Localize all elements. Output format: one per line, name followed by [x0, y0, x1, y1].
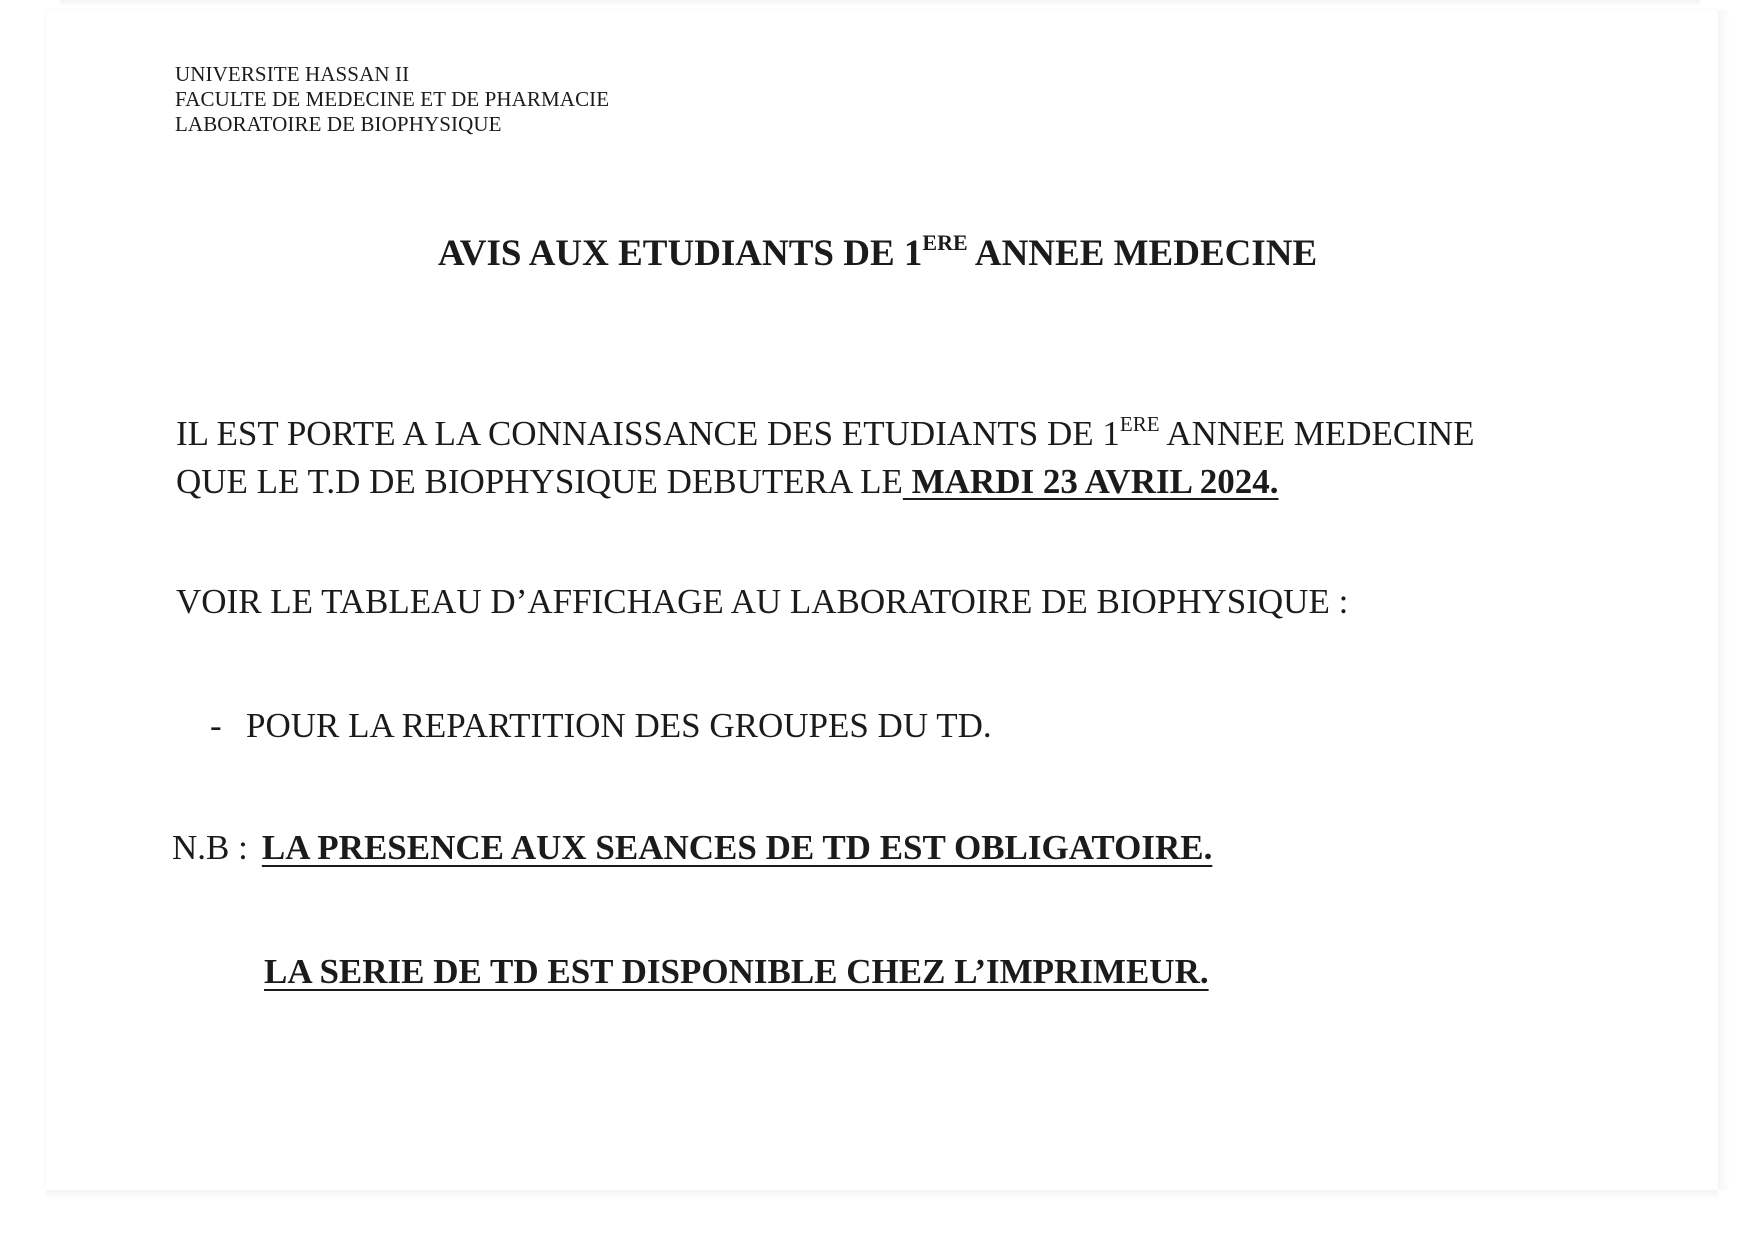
announcement-line-2: [176, 460, 1279, 504]
announcement-line-1-end: ANNEE MEDECINE: [1159, 414, 1475, 453]
start-date: MARDI 23 AVRIL 2024.: [902, 462, 1279, 501]
attendance-note: LA PRESENCE AUX SEANCES DE TD EST OBLIGATOIRE.: [261, 828, 1213, 867]
list-item: [210, 704, 992, 748]
announcement-ordinal-superscript: ERE: [1119, 412, 1160, 436]
title-text-end: ANNEE MEDECINE: [967, 233, 1318, 274]
announcement-line-2-start: QUE LE T.D DE BIOPHYSIQUE DEBUTERA LE: [176, 462, 903, 501]
nb-label: N.B :: [172, 828, 248, 867]
page-top-edge: [60, 0, 1700, 6]
nb-note: [172, 826, 1212, 870]
announcement-line-1-start: IL EST PORTE A LA CONNAISSANCE DES ETUDIANTS DE 1: [176, 414, 1120, 453]
page-right-edge: [1718, 10, 1730, 1190]
notice-title: [0, 230, 1755, 278]
series-note-line: [264, 950, 1209, 994]
letterhead: [175, 62, 609, 137]
university-name: UNIVERSITE HASSAN II: [175, 62, 410, 86]
list-bullet: -: [210, 706, 222, 745]
title-text-start: AVIS AUX ETUDIANTS DE 1: [437, 233, 923, 274]
laboratory-name: LABORATOIRE DE BIOPHYSIQUE: [175, 112, 502, 136]
board-notice: VOIR LE TABLEAU D’AFFICHAGE AU LABORATOIRE DE BIOPHYSIQUE :: [176, 582, 1349, 621]
page-bottom-edge: [46, 1190, 1718, 1200]
title-ordinal-superscript: ERE: [922, 230, 968, 255]
faculty-name: FACULTE DE MEDECINE ET DE PHARMACIE: [175, 87, 610, 111]
series-note: LA SERIE DE TD EST DISPONIBLE CHEZ L’IMPRIMEUR.: [264, 952, 1209, 991]
announcement-line-1: [176, 412, 1475, 456]
list-item-text: POUR LA REPARTITION DES GROUPES DU TD.: [246, 706, 992, 745]
